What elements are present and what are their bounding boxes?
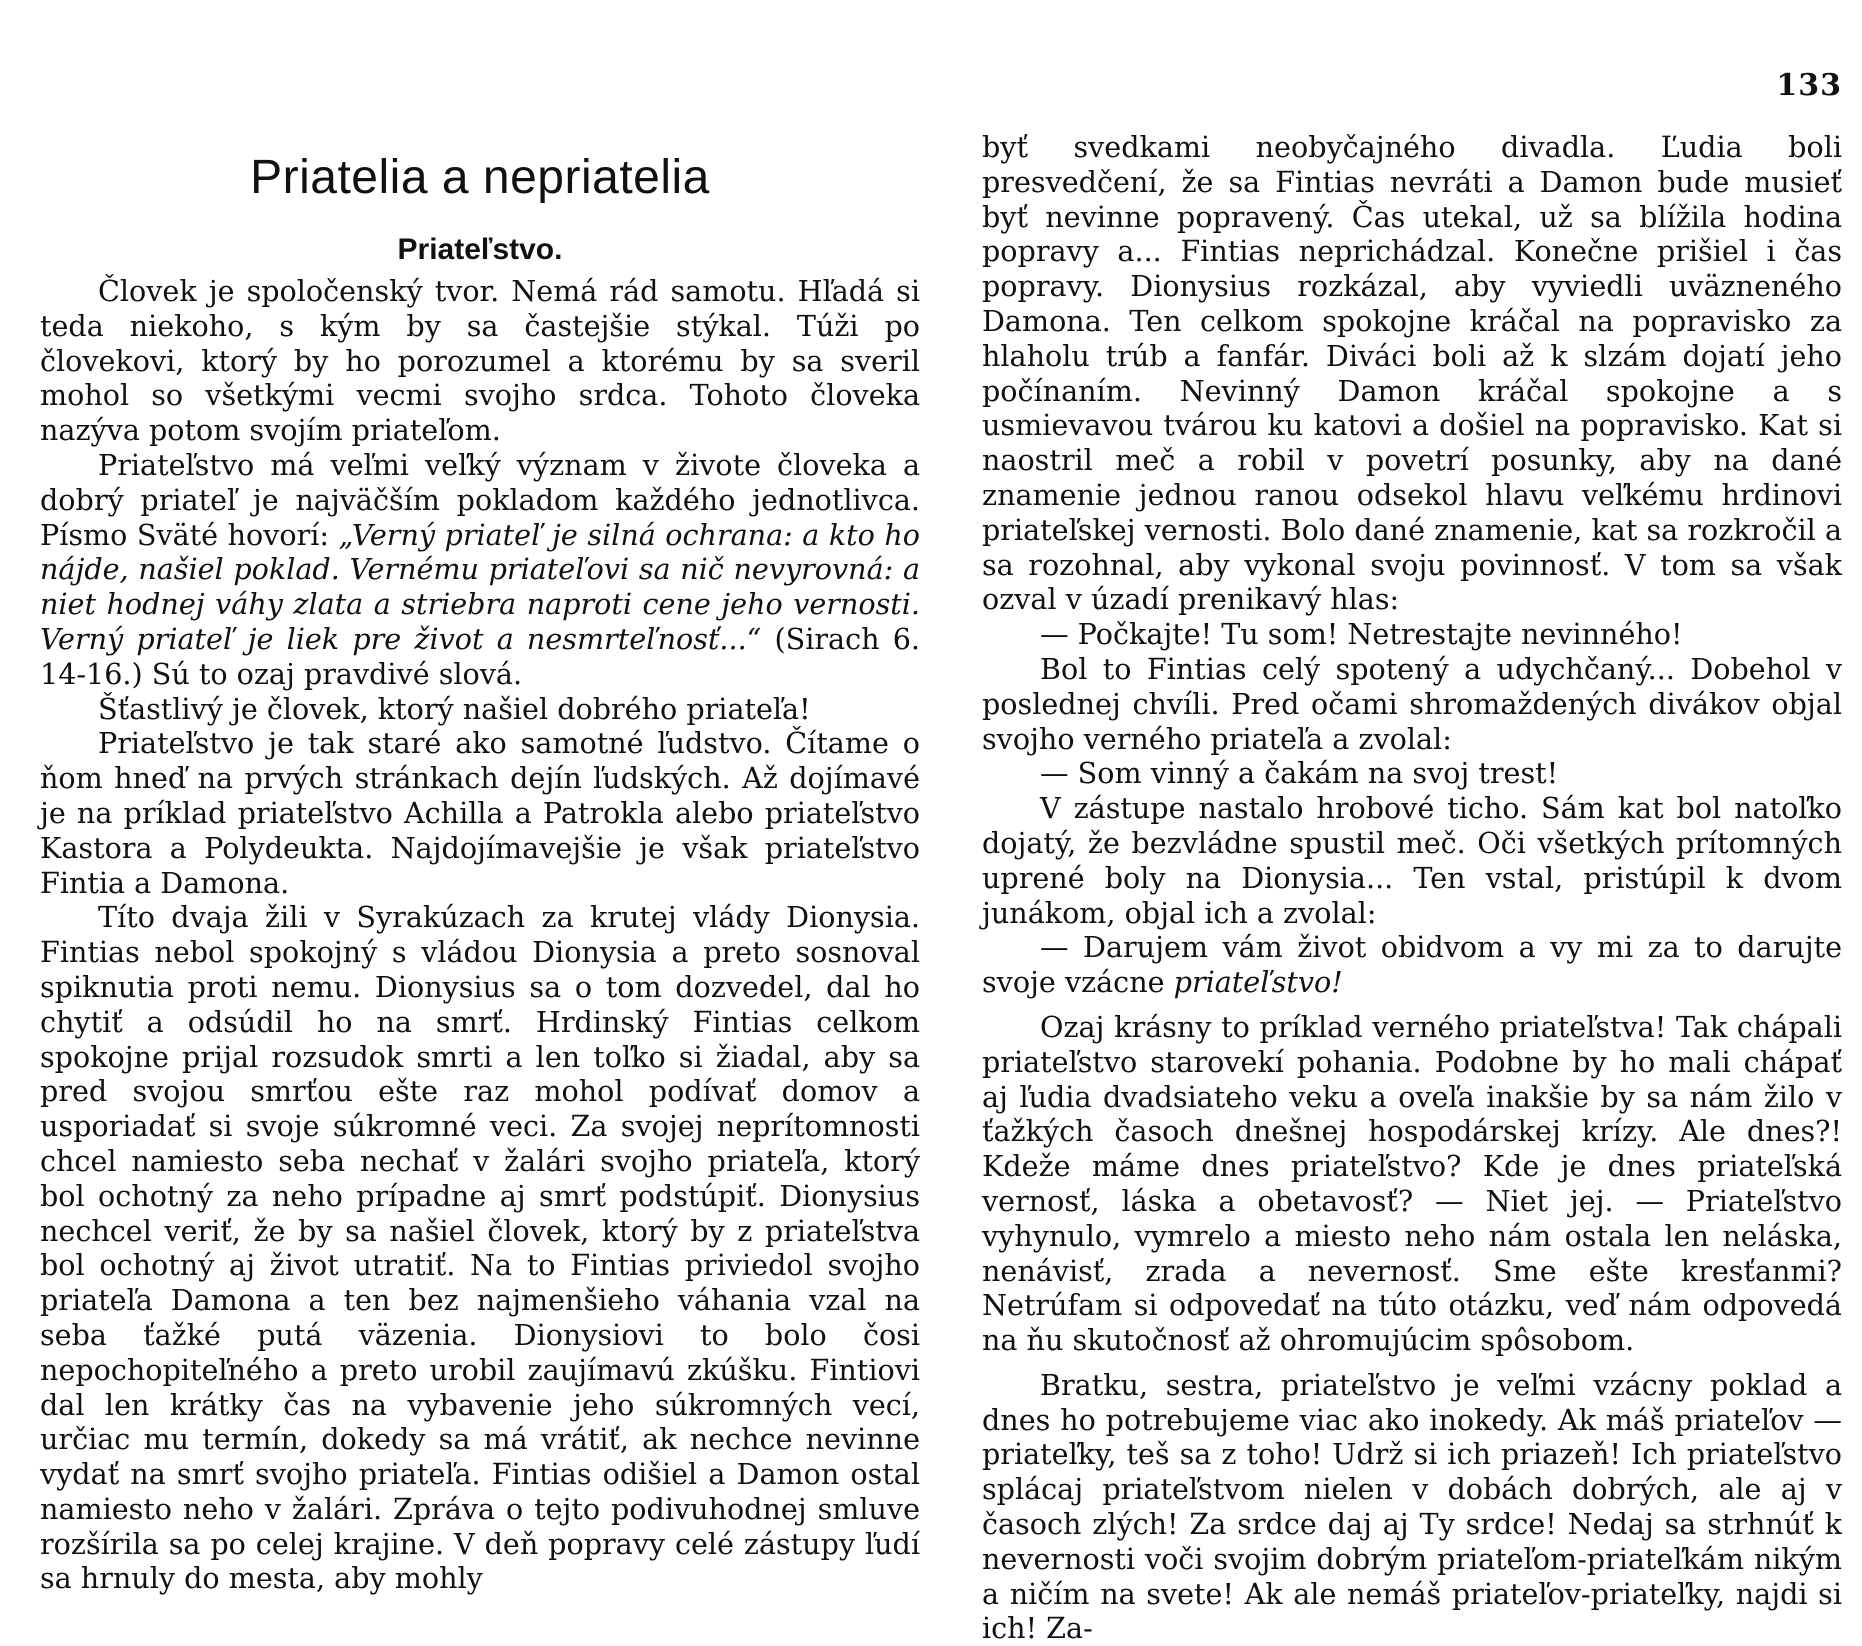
paragraph-text: Priateľstvo má veľmi veľký význam v živote človeka a dobrý priateľ je najväčším pokladom každého jednotlivca. Písmo Sväté hovorí: — [40, 447, 920, 552]
paragraph: V zástupe nastalo hrobové ticho. Sám kat bol natoľko dojatý, že bezvládne spustil meč. Oči všetkých prítomných uprené boly na Dionysia... Ten vstal, pristúpil k dvom junákom, objal ich a zvolal: — [982, 791, 1842, 930]
paragraph: Priateľstvo je tak staré ako samotné ľudstvo. Čítame o ňom hneď na prvých stránkach dejín ľudských. Až dojímavé je na príklad priateľstvo Achilla a Patrokla alebo priateľstvo Kastora a Polydeukta. Najdojímavejšie je však priateľstvo Fintia a Damona. — [40, 726, 920, 900]
section-subtitle: Priateľstvo. — [397, 233, 563, 266]
paragraph: Človek je spoločenský tvor. Nemá rád samotu. Hľadá si teda niekoho, s kým by sa častejšie stýkal. Túži po človekovi, ktorý by ho porozumel a ktorému by sa sveril mohol so všetkými vecmi svojho srdca. Tohoto človeka nazýva potom svojím priateľom. — [40, 274, 920, 448]
dialogue-emphasis: priateľstvo! — [1173, 965, 1343, 1000]
dialogue-line: — Som vinný a čakám na svoj trest! — [1040, 756, 1559, 791]
right-column — [982, 130, 1842, 1646]
paragraph: Ozaj krásny to príklad verného priateľstva! Tak chápali priateľstvo starovekí pohania. Podobne by ho mali chápať aj ľudia dvadsiateho veku a oveľa inakšie by sa nám žilo v ťažkých časoch dnešnej hospodárskej krízy. Ale dnes?! Kdeže máme dnes priateľstvo? Kde je dnes priateľská vernosť, láska a obetavosť? — Niet jej. — Priateľstvo vyhynulo, vymrelo a miesto neho nám ostala len neláska, nenávisť, zrada a nevernosť. Sme ešte kresťanmi? Netrúfam si odpovedať na túto otázku, veď nám odpovedá na ňu skutočnosť až ohromujúcim spôsobom. — [982, 1009, 1842, 1358]
bible-quote: „Verný priateľ je silná ochrana: a kto ho nájde, našiel poklad. Vernému priateľovi sa nič nevyrovná: a niet hodnej váhy zlata a striebra naproti cene jeho vernosti. Verný priateľ je liek pre život a nesmrteľnosť...“ — [40, 517, 920, 656]
left-column — [40, 150, 920, 1596]
page-number: 133 — [1776, 68, 1842, 103]
dialogue-text: — Darujem vám život obidvom a vy mi za to darujte svoje vzácne — [982, 930, 1842, 1000]
paragraph: Šťastlivý je človek, ktorý našiel dobrého priateľa! — [98, 691, 811, 726]
paragraph: Títo dvaja žili v Syrakúzach za krutej vlády Dionysia. Fintias nebol spokojný s vládou Dionysia a preto sosnoval spiknutia proti nemu. Dionysius sa o tom dozvedel, dal ho chytiť a odsúdil ho na smrť. Hrdinský Fintias celkom spokojne prijal rozsudok smrti a len toľko si žiadal, aby sa pred svojou smrťou ešte raz mohol podívať domov a usporiadať si svoje súkromné veci. Za svojej neprítomnosti chcel namiesto seba nechať v žalári svojho priateľa, ktorý bol ochotný za neho prípadne aj smrť podstúpiť. Dionysius nechcel veriť, že by sa našiel človek, ktorý by z priateľstva bol ochotný aj život utratiť. Na to Fintias priviedol svojho priateľa Damona a ten bez najmenšieho váhania vzal na seba ťažké putá väzenia. Dionysiovi to bolo čosi nepochopiteľného a preto urobil zaujímavú zkúšku. Fintiovi dal len krátky čas na vybavenie jeho súkromných vecí, určiac mu termín, dokedy sa má vrátiť, ak nechce nevinne vydať na smrť svojho priateľa. Fintias odišiel a Damon ostal namiesto neho v žalári. Zpráva o tejto podivuhodnej smluve rozšírila sa po celej krajine. V deň popravy celé zástupy ľudí sa hrnuly do mesta, aby mohly — [40, 900, 920, 1596]
quote-citation: (Sirach 6. 14-16.) Sú to ozaj pravdivé slová. — [40, 621, 920, 691]
paragraph-continued: byť svedkami neobyčajného divadla. Ľudia boli presvedčení, že sa Fintias nevráti a Damon bude musieť byť nevinne popravený. Čas utekal, už sa blížila hodina popravy a... Fintias neprichádzal. Konečne prišiel i čas popravy. Dionysius rozkázal, aby vyviedli uväzneného Damona. Ten celkom spokojne kráčal na popravisko za hlaholu trúb a fanfár. Diváci boli až k slzám dojatí jeho počínaním. Nevinný Damon kráčal spokojne a s usmievavou tvárou ku katovi a došiel na popravisko. Kat si naostril meč a robil v povetrí posunky, aby na dané znamenie jednou ranou odsekol hlavu veľkému hrdinovi priateľskej vernosti. Bolo dané znamenie, kat sa rozkročil a sa rozohnal, aby vykonal svoju povinnosť. V tom sa však ozval v úzadí prenikavý hlas: — [982, 130, 1842, 617]
paragraph: Bratku, sestra, priateľstvo je veľmi vzácny poklad a dnes ho potrebujeme viac ako inokedy. Ak máš priateľov — priateľky, teš sa z toho! Udrž si ich priazeň! Ich priateľstvo splácaj priateľstvom nielen v dobách dobrých, ale aj v časoch zlých! Za srdce daj aj Ty srdce! Nedaj sa strhnúť k nevernosti voči svojim dobrým priateľom-priateľkám nikým a ničím na svete! Ak ale nemáš priateľov-priateľky, najdi si ich! Za- — [982, 1367, 1842, 1646]
dialogue-line — [982, 930, 1842, 1000]
dialogue-line: — Počkajte! Tu som! Netrestajte nevinného! — [1040, 617, 1683, 652]
paragraph-with-quote — [40, 448, 920, 692]
paragraph: Bol to Fintias celý spotený a udychčaný... Dobehol v poslednej chvíli. Pred očami shromaždených divákov objal svojho verného priateľa a zvolal: — [982, 651, 1842, 756]
chapter-title: Priatelia a nepriatelia — [250, 151, 710, 204]
